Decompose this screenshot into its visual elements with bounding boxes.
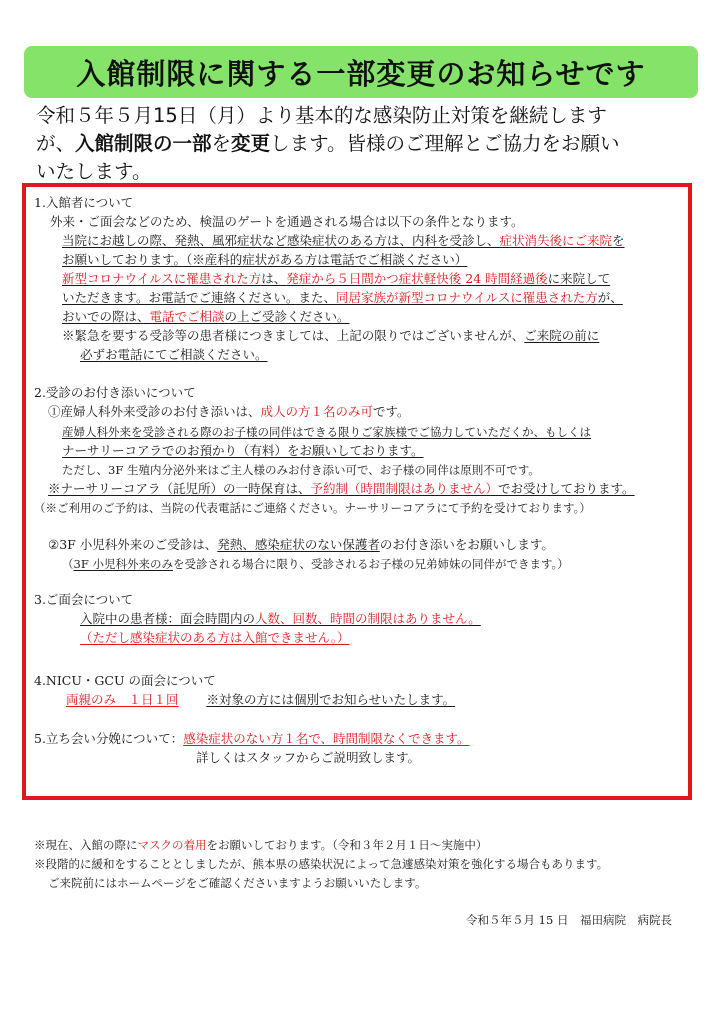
- s2-red-text: 予約制（時間制限はありません）: [310, 481, 499, 496]
- s1-line-6: [62, 309, 350, 325]
- intro-text: します。皆様のご理解とご協力をお願い: [270, 132, 620, 155]
- footer-text: をお願いしております。（令和３年２月１日～実施中）: [206, 838, 488, 852]
- footer-red-text: マスクの着用: [137, 838, 207, 852]
- s1-line-7: [62, 328, 599, 344]
- s1-text: おいでの際は、: [62, 309, 150, 324]
- s2-red-text: 成人の方１名のみ可: [260, 404, 374, 419]
- notice-title: 入館制限に関する一部変更のお知らせです: [76, 56, 646, 91]
- s2-line-6: （※ご利用のご予約は、当院の代表電話にご連絡ください。ナーサリーコアラにて予約を受けております。）: [34, 501, 591, 515]
- s2-text: でお受けしております。: [498, 481, 635, 496]
- s3-line-1: [80, 611, 481, 627]
- s2-line-7: [48, 537, 554, 553]
- intro-line-2: [36, 130, 701, 158]
- s1-red-text: 電話でご相談: [149, 309, 225, 324]
- intro-text: を: [211, 132, 232, 155]
- s1-text: は、: [261, 271, 287, 286]
- s1-red-text: 発症から５日間かつ症状軽快後 24 時間経過後: [286, 271, 548, 286]
- s2-text: ①産婦人科外来受診のお付き添いは、: [48, 404, 261, 419]
- section-5-heading: [34, 731, 469, 747]
- s2-line-3: ナーサリーコアラでのお預かり（有料）をお願いしております。: [62, 443, 424, 458]
- s4-red-text: 両親のみ １日１回: [66, 692, 179, 707]
- s1-text: に来院して: [547, 271, 611, 286]
- s2-line-5: [48, 481, 635, 497]
- s1-text: ※緊急を要する受診等の患者様につきましては、上記の限りではございませんが、: [62, 328, 525, 343]
- s5-red-text: 感染症状のない方１名で、時間制限なくできます。: [183, 731, 470, 746]
- s2-text: ②3F 小児科外来のご受診は、: [48, 537, 218, 552]
- s2-text: です。: [373, 404, 410, 419]
- s2-text: を受診される場合に限り、受診されるお子様の兄弟姉妹の同伴ができます。）: [172, 557, 569, 571]
- s3-line-2: （ただし感染症状のある方は入館できません。）: [80, 630, 350, 645]
- s1-text: が、: [597, 290, 623, 305]
- footer-text: ※現在、入館の際に: [34, 838, 138, 852]
- s3-text: 入院中の患者様：面会時間内の: [80, 611, 256, 626]
- intro-line-1: 令和５年５月15日（月）より基本的な感染防止対策を継続します: [36, 104, 607, 127]
- intro-bold-change: 変更: [231, 132, 271, 155]
- footer-note-1: [34, 837, 487, 853]
- intro-line-3: いたします。: [36, 160, 152, 183]
- section-1-heading: 1.入館者について: [34, 195, 134, 210]
- s1-underlined-text: ご来院の前に: [524, 328, 600, 343]
- s1-red-text: 症状消失後にご来院: [499, 233, 613, 248]
- s1-red-text: 新型コロナウイルスに罹患された方: [62, 271, 262, 286]
- intro-paragraph: [36, 102, 701, 186]
- footer-note-3: ご来院前にはホームページをご確認くださいますようお願いいたします。: [48, 876, 427, 890]
- s2-underlined-text: 3F 小児科外来のみ: [73, 557, 173, 571]
- s1-red-text: 同居家族が新型コロナウイルスに罹患された方: [336, 290, 598, 305]
- section-2-heading: 2.受診のお付き添いについて: [34, 385, 196, 400]
- s2-line-4: ただし、3F 生殖内分泌外来はご主人様のみお付き添い可で、お子様の同伴は原則不可です。: [62, 463, 540, 477]
- s2-line-2: 産婦人科外来を受診される際のお子様の同伴はできる限りご家族様でご協力していただくか、もしくは: [62, 425, 591, 439]
- s5-text: 5.立ち会い分娩について：: [34, 731, 184, 746]
- s2-text: ※ナーサリーコアラ（託児所）の一時保育は、: [48, 481, 311, 496]
- s2-line-8: [62, 556, 569, 572]
- notice-title-banner: [24, 46, 698, 98]
- s4-underlined-text: ※対象の方には個別でお知らせいたします。: [206, 692, 456, 707]
- section-4-heading: 4.NICU・GCU の面会について: [34, 673, 216, 688]
- s5-line-1: 詳しくはスタッフからご説明致します。: [196, 750, 421, 765]
- s2-text: のお付き添いをお願いします。: [379, 537, 554, 552]
- s1-line-3: お願いしております。（※産科的症状がある方は電話でご相談ください）: [62, 252, 468, 267]
- s4-line-1: [66, 692, 455, 708]
- date-signature: 令和５年５月 15 日 福田病院 病院長: [466, 913, 672, 927]
- section-3-heading: 3.ご面会について: [34, 592, 134, 607]
- s1-text: 当院にお越しの際、発熱、風邪症状など感染症状のある方は、内科を受診し、: [62, 233, 500, 248]
- s1-line-1: 外来・ご面会などのため、検温のゲートを通過される場合は以下の条件となります。: [50, 214, 524, 229]
- s1-line-4: [62, 271, 610, 287]
- s1-line-5: [62, 290, 623, 306]
- s3-red-text: 人数、回数、時間の制限はありません。: [255, 611, 481, 626]
- s1-text: いただきます。お電話でご連絡ください。また、: [62, 290, 337, 305]
- intro-text: が、: [36, 132, 76, 155]
- s2-text: （: [62, 557, 74, 571]
- s1-line-2: [62, 233, 625, 249]
- intro-bold-partial: 入館制限の一部: [75, 132, 212, 155]
- s2-line-1: [48, 404, 410, 420]
- s2-underlined-text: 発熱、感染症状のない保護者: [217, 537, 380, 552]
- s1-text: を: [612, 233, 625, 248]
- s1-line-8: 必ずお電話にてご相談ください。: [80, 347, 268, 362]
- footer-note-2: ※段階的に緩和をすることとしましたが、熊本県の感染状況によって急遽感染対策を強化する場合もあります。: [34, 857, 609, 871]
- s1-text: の上ご受診ください。: [224, 309, 350, 324]
